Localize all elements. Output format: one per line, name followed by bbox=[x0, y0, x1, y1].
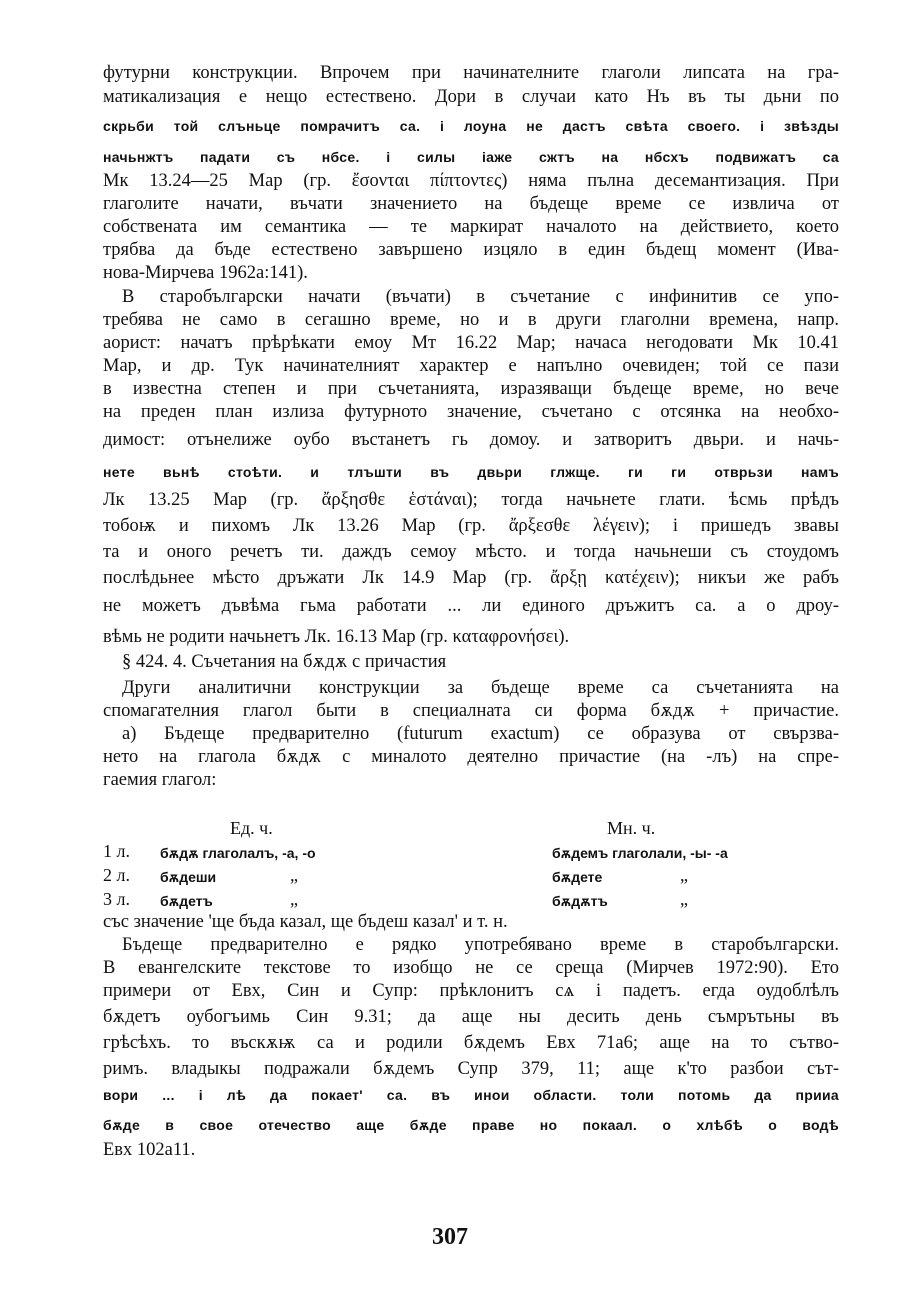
text-line: собствената им семантика — те маркират началото на действието, което bbox=[103, 217, 839, 237]
paradigm-header-singular: Ед. ч. bbox=[230, 818, 273, 838]
text-line: бѫдетъ оубогъимь Син 9.31; да аще ны десить день съмрътьны въ bbox=[103, 1007, 839, 1027]
text-line: грѣсѣхъ. то въскѫѭ са и родили бѫдемъ Евх 71а6; аще на то сътво- bbox=[103, 1033, 839, 1053]
paradigm-plural-form: бѫдѫтъ bbox=[552, 893, 608, 909]
text-line: примери от Евх, Син и Супр: прѣклонитъ сѧ і падетъ. егда оудоблѣлъ bbox=[103, 981, 839, 1001]
text-line: Мар, и др. Тук начинателният характер е напълно очевиден; той се пази bbox=[103, 356, 839, 376]
text-line: начьнжтъ падати съ нбсе. і силы іаже сжтъ на нбсхъ подвижатъ са bbox=[103, 149, 839, 165]
paradigm-person: 2 л. bbox=[103, 865, 130, 885]
text-line: бѫде в свое отечество аще бѫде праве но покаал. о хлѣбѣ о водѣ bbox=[103, 1117, 839, 1133]
paradigm-singular-form: бѫдеши bbox=[160, 869, 217, 885]
text-line: димост: отънелиже оубо въстанетъ гь домоу. и затворитъ двьри. и начь- bbox=[103, 430, 839, 450]
text-line: нова-Мирчева 1962а:141). bbox=[103, 263, 308, 283]
ditto-mark: „ bbox=[290, 889, 298, 909]
ditto-mark: „ bbox=[290, 865, 298, 885]
text-line: Мк 13.24—25 Мар (гр. ἔσονται πίπτοντες) няма пълна десемантизация. При bbox=[103, 171, 839, 191]
paradigm-singular-form: бѫдетъ bbox=[160, 893, 213, 909]
paradigm-plural-form: бѫдете bbox=[552, 869, 603, 885]
section-heading: § 424. 4. Съчетания на бѫдѫ с причастия bbox=[122, 652, 447, 672]
text-line: Евх 102а11. bbox=[103, 1140, 196, 1160]
text-line: Други аналитични конструкции за бъдеще време са съчетанията на bbox=[122, 678, 839, 698]
ditto-mark: „ bbox=[680, 889, 688, 909]
paradigm-person: 3 л. bbox=[103, 889, 130, 909]
paradigm-person: 1 л. bbox=[103, 841, 130, 861]
text-line: не можетъ дъвѣма гьма работати ... ли единого дръжитъ са. а о дроу- bbox=[103, 596, 839, 616]
text-line: вори ... і лѣ да покает' са. въ инои области. толи потомь да прииа bbox=[103, 1087, 839, 1103]
text-line: трябва да бъде естествено завършено изцяло в един бъдещ момент (Ива- bbox=[103, 240, 839, 260]
text-line: Лк 13.25 Мар (гр. ἄρξησθε ἑστάναι); тогда начьнете глати. ѣсмь прѣдъ bbox=[103, 490, 839, 510]
text-line: Бъдеще предварително е рядко употребявано време в старобългарски. bbox=[122, 935, 839, 955]
text-line: със значение 'ще бъда казал, ще бъдеш казал' и т. н. bbox=[103, 912, 508, 932]
paradigm-plural-form: бѫдемъ глаголали, -ы- -а bbox=[552, 845, 728, 861]
text-line: скрьби той слъньце помрачитъ са. і лоуна не дастъ свѣта своего. і звѣзды bbox=[103, 118, 839, 134]
text-line: а) Бъдеще предварително (futurum exactum) се образува от свързва- bbox=[122, 724, 839, 744]
text-line: на преден план излиза футурното значение, съчетано с отсянка на необхо- bbox=[103, 402, 839, 422]
text-line: аорист: начатъ прѣрѣкати емоу Мт 16.22 Мар; начаса негодовати Мк 10.41 bbox=[103, 333, 839, 353]
page-number: 307 bbox=[432, 1224, 468, 1250]
text-line: та и оного речетъ ти. даждъ семоу мѣсто. и тогда начьнеши съ стоудомъ bbox=[103, 542, 839, 562]
text-line: в известна степен и при съчетанията, изразяващи бъдеще време, но вече bbox=[103, 379, 839, 399]
text-line: вѣмь не родити начьнетъ Лк. 16.13 Мар (гр. καταφρονήσει). bbox=[103, 627, 570, 647]
text-line: нето на глагола бѫдѫ с миналото деятелно причастие (на -лъ) на спре- bbox=[103, 747, 839, 767]
ditto-mark: „ bbox=[680, 865, 688, 885]
text-line: В старобългарски начати (въчати) в съчетание с инфинитив се упо- bbox=[122, 287, 839, 307]
paradigm-header-plural: Мн. ч. bbox=[607, 818, 656, 838]
paradigm-singular-form: бѫдѫ глаголалъ, -а, -о bbox=[160, 845, 316, 861]
text-line: послѣдьнее мѣсто дръжати Лк 14.9 Мар (гр. ἄρξῃ κατέχειν); никъи же рабъ bbox=[103, 568, 839, 588]
text-line: требява не само в сегашно време, но и в други глаголни времена, напр. bbox=[103, 310, 839, 330]
text-line: футурни конструкции. Впрочем при начинателните глаголи липсата на гра- bbox=[103, 63, 839, 83]
text-line: римъ. владыкы подражали бѫдемъ Супр 379, 11; аще к'то разбои сът- bbox=[103, 1059, 839, 1079]
text-line: В евангелските текстове то изобщо не се среща (Мирчев 1972:90). Ето bbox=[103, 958, 839, 978]
text-line: спомагателния глагол быти в специалната си форма бѫдѫ + причастие. bbox=[103, 701, 839, 721]
text-line: глаголите начати, въчати значението на бъдеще време се извлича от bbox=[103, 194, 839, 214]
text-line: гаемия глагол: bbox=[103, 770, 217, 790]
text-line: тобоѭ и пихомъ Лк 13.26 Мар (гр. ἄρξεσθε λέγειν); і пришедъ звавы bbox=[103, 516, 839, 536]
text-line: матикализация е нещо естествено. Дори в случаи като Нъ въ ты дьни по bbox=[103, 87, 839, 107]
text-line: нете вьнѣ стоѣти. и тлъшти въ двьри глжще. ги ги отврьзи намъ bbox=[103, 464, 839, 480]
